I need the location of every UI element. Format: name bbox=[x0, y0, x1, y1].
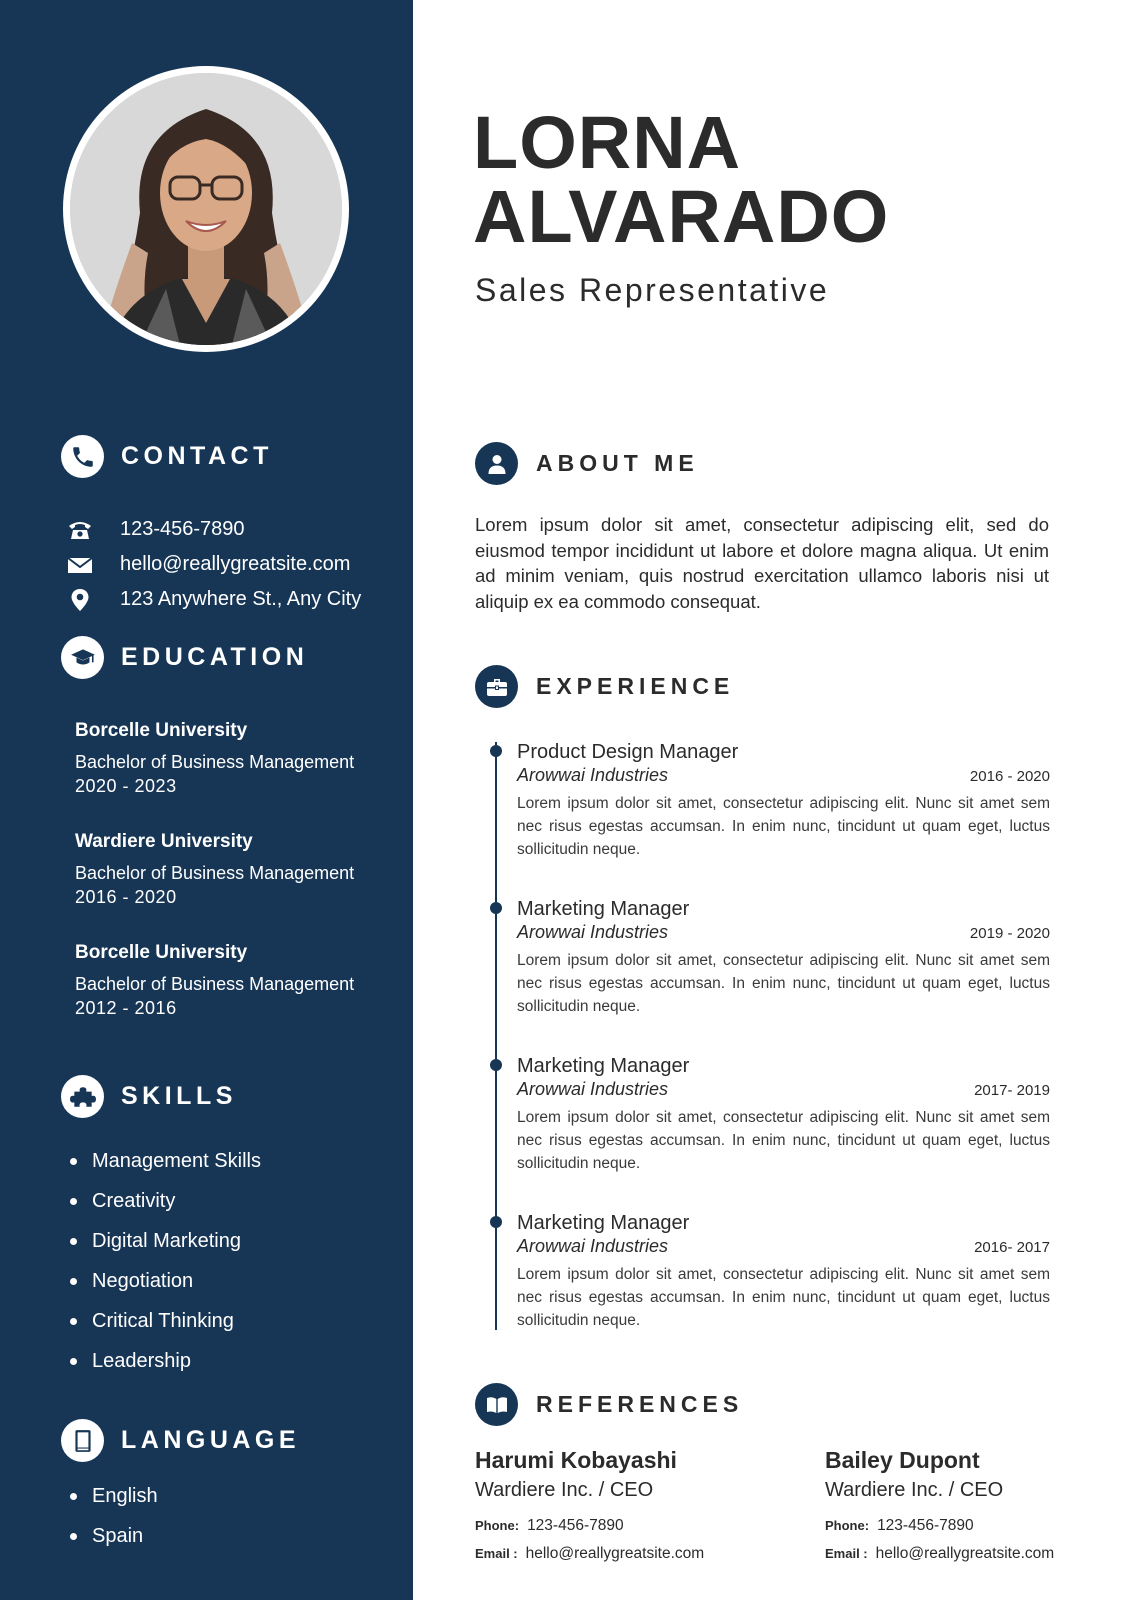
skill-label: Negotiation bbox=[92, 1270, 194, 1292]
portrait-illustration bbox=[70, 73, 342, 345]
job-description: Lorem ipsum dolor sit amet, consectetur adipiscing elit. Nunc sit amet sem nec risus egestas accumsan. In enim nunc, tincidunt ut quam eget, luctus sollicitudin neque. bbox=[517, 1266, 1050, 1329]
job-company: Arowwai Industries bbox=[517, 765, 669, 785]
education-degree: Bachelor of Business Management bbox=[75, 752, 355, 772]
about-heading bbox=[475, 442, 699, 485]
user-icon bbox=[475, 442, 518, 485]
education-item bbox=[75, 942, 354, 1020]
reference-company: Wardiere Inc. / CEO bbox=[825, 1479, 1004, 1501]
reference-email-value: hello@reallygreatsite.com bbox=[875, 1545, 1055, 1562]
references-heading bbox=[475, 1383, 743, 1426]
job-title: Product Design Manager bbox=[517, 741, 739, 763]
job-description: Lorem ipsum dolor sit amet, consectetur adipiscing elit. Nunc sit amet sem nec risus egestas accumsan. In enim nunc, tincidunt ut quam eget, luctus sollicitudin neque. bbox=[517, 1109, 1050, 1172]
education-heading bbox=[61, 636, 308, 679]
language-heading bbox=[61, 1419, 300, 1462]
profile-photo bbox=[63, 66, 349, 352]
job-period: 2016- 2017 bbox=[974, 1239, 1050, 1256]
experience-item bbox=[517, 1211, 1050, 1332]
bullet-icon bbox=[70, 1158, 77, 1165]
briefcase-icon bbox=[475, 665, 518, 708]
skill-label: Critical Thinking bbox=[92, 1310, 234, 1332]
envelope-icon bbox=[67, 553, 97, 577]
references-title: REFERENCES bbox=[536, 1391, 744, 1417]
reference-phone-value: 123-456-7890 bbox=[877, 1517, 974, 1534]
reference-item bbox=[475, 1446, 704, 1568]
contact-list bbox=[67, 512, 361, 617]
job-title: Marketing Manager bbox=[517, 898, 690, 920]
education-school: Wardiere University bbox=[75, 831, 253, 852]
open-book-icon bbox=[475, 1383, 518, 1426]
language-list bbox=[70, 1476, 158, 1556]
email-label: Email : bbox=[825, 1546, 868, 1561]
education-item bbox=[75, 720, 354, 798]
education-years: 2020 - 2023 bbox=[75, 776, 177, 796]
experience-item bbox=[517, 897, 1050, 1018]
experience-item bbox=[517, 740, 1050, 861]
profile-role: Sales Representative bbox=[475, 272, 830, 308]
skill-label: Digital Marketing bbox=[92, 1230, 241, 1252]
skills-title: SKILLS bbox=[121, 1082, 237, 1110]
timeline-dot-icon bbox=[490, 745, 502, 757]
phone-label: Phone: bbox=[825, 1518, 870, 1533]
reference-company: Wardiere Inc. / CEO bbox=[475, 1479, 654, 1501]
job-title: Marketing Manager bbox=[517, 1055, 690, 1077]
bullet-icon bbox=[70, 1358, 77, 1365]
reference-name: Bailey Dupont bbox=[825, 1447, 980, 1473]
education-years: 2016 - 2020 bbox=[75, 887, 177, 907]
skill-label: Creativity bbox=[92, 1190, 176, 1212]
email-label: Email : bbox=[475, 1546, 518, 1561]
bullet-icon bbox=[70, 1318, 77, 1325]
puzzle-icon bbox=[61, 1075, 104, 1118]
job-description: Lorem ipsum dolor sit amet, consectetur adipiscing elit. Nunc sit amet sem nec risus egestas accumsan. In enim nunc, tincidunt ut quam eget, luctus sollicitudin neque. bbox=[517, 952, 1050, 1015]
list-item bbox=[70, 1301, 261, 1341]
education-school: Borcelle University bbox=[75, 720, 248, 741]
education-item bbox=[75, 831, 354, 909]
experience-title: EXPERIENCE bbox=[536, 673, 735, 699]
job-period: 2017- 2019 bbox=[974, 1082, 1050, 1099]
reference-name: Harumi Kobayashi bbox=[475, 1447, 677, 1473]
about-text: Lorem ipsum dolor sit amet, consectetur adipiscing elit, sed do eiusmod tempor incididunt ut labore et dolore magna aliqua. Ut enim ad minim veniam, quis nostrud exercitation ullamco laboris nisi ut aliquip ex ea commodo consequat. bbox=[475, 514, 1049, 612]
list-item bbox=[70, 1261, 261, 1301]
bullet-icon bbox=[70, 1278, 77, 1285]
reference-phone-value: 123-456-7890 bbox=[527, 1517, 624, 1534]
last-name: ALVARADO bbox=[473, 175, 890, 258]
job-title: Marketing Manager bbox=[517, 1212, 690, 1234]
bullet-icon bbox=[70, 1198, 77, 1205]
job-company: Arowwai Industries bbox=[517, 922, 669, 942]
list-item bbox=[70, 1221, 261, 1261]
job-description: Lorem ipsum dolor sit amet, consectetur adipiscing elit. Nunc sit amet sem nec risus egestas accumsan. In enim nunc, tincidunt ut quam eget, luctus sollicitudin neque. bbox=[517, 795, 1050, 858]
education-degree: Bachelor of Business Management bbox=[75, 974, 355, 994]
bullet-icon bbox=[70, 1493, 77, 1500]
list-item bbox=[70, 1341, 261, 1381]
job-company: Arowwai Industries bbox=[517, 1236, 669, 1256]
contact-phone[interactable] bbox=[67, 512, 361, 547]
bullet-icon bbox=[70, 1238, 77, 1245]
reference-email-value: hello@reallygreatsite.com bbox=[525, 1545, 705, 1562]
education-school: Borcelle University bbox=[75, 942, 248, 963]
experience-timeline bbox=[495, 742, 497, 1330]
language-title: LANGUAGE bbox=[121, 1426, 301, 1454]
skill-label: Leadership bbox=[92, 1350, 191, 1372]
phone-label: Phone: bbox=[475, 1518, 520, 1533]
language-label: Spain bbox=[92, 1525, 144, 1547]
book-icon bbox=[61, 1419, 104, 1462]
timeline-dot-icon bbox=[490, 1216, 502, 1228]
job-period: 2019 - 2020 bbox=[969, 925, 1050, 942]
bullet-icon bbox=[70, 1533, 77, 1540]
phone-icon bbox=[61, 435, 104, 478]
timeline-dot-icon bbox=[490, 902, 502, 914]
list-item bbox=[70, 1516, 158, 1556]
telephone-icon bbox=[67, 518, 97, 542]
contact-phone-value: 123-456-7890 bbox=[120, 518, 245, 540]
profile-name bbox=[473, 101, 890, 258]
location-pin-icon bbox=[67, 588, 97, 612]
reference-email[interactable] bbox=[825, 1540, 1054, 1568]
contact-title: CONTACT bbox=[121, 442, 273, 470]
skill-label: Management Skills bbox=[92, 1150, 261, 1172]
job-company: Arowwai Industries bbox=[517, 1079, 669, 1099]
timeline-dot-icon bbox=[490, 1059, 502, 1071]
about-title: ABOUT ME bbox=[536, 450, 699, 476]
sidebar bbox=[0, 0, 413, 1600]
contact-heading bbox=[61, 435, 273, 478]
language-label: English bbox=[92, 1485, 158, 1507]
experience-item bbox=[517, 1054, 1050, 1175]
reference-item bbox=[825, 1446, 1054, 1568]
contact-email[interactable] bbox=[67, 547, 361, 582]
graduation-cap-icon bbox=[61, 636, 104, 679]
contact-email-value: hello@reallygreatsite.com bbox=[120, 553, 351, 575]
contact-address-value: 123 Anywhere St., Any City bbox=[120, 588, 362, 610]
list-item bbox=[70, 1141, 261, 1181]
reference-email[interactable] bbox=[475, 1540, 704, 1568]
education-degree: Bachelor of Business Management bbox=[75, 863, 355, 883]
education-years: 2012 - 2016 bbox=[75, 998, 177, 1018]
contact-address bbox=[67, 582, 361, 617]
skills-list bbox=[70, 1141, 261, 1381]
job-period: 2016 - 2020 bbox=[969, 768, 1050, 785]
reference-phone[interactable] bbox=[475, 1512, 704, 1540]
list-item bbox=[70, 1476, 158, 1516]
skills-heading bbox=[61, 1075, 237, 1118]
reference-phone[interactable] bbox=[825, 1512, 1054, 1540]
first-name: LORNA bbox=[473, 101, 742, 184]
list-item bbox=[70, 1181, 261, 1221]
experience-heading bbox=[475, 665, 734, 708]
education-title: EDUCATION bbox=[121, 643, 309, 671]
